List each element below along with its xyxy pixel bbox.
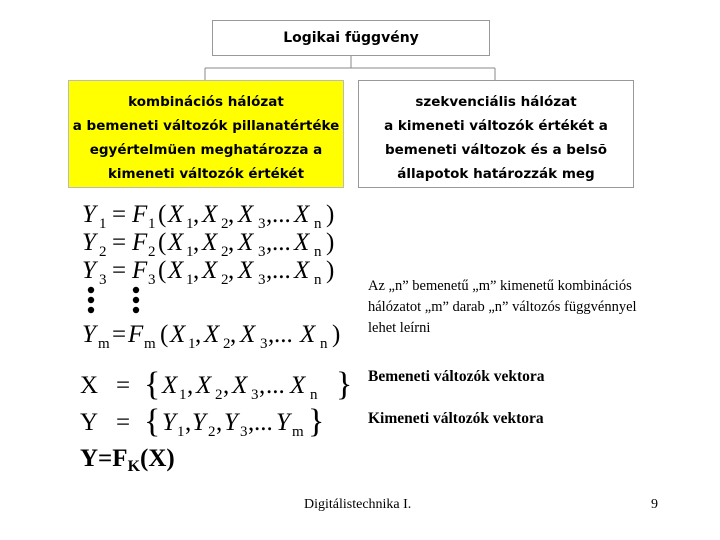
sequential-line-3: állapotok határozzák meg [397,166,595,182]
output-vector-equation [80,403,324,440]
input-vector-label: Bemeneti változók vektora [368,368,545,385]
logic-function-title: Logikai függvény [283,30,419,46]
eqm-f: F [128,321,144,348]
eqm-x3-sub: 3 [260,336,268,352]
eq2-x3: X [238,229,254,256]
eqm-x2: X [204,321,220,348]
description-line-2: hálózatot „m” darab „n” változós függvénnyel [368,299,637,315]
eq3-xn: X [294,257,310,284]
eq2-x2-sub: 2 [221,244,229,260]
eq2-f-sub: 2 [148,244,156,260]
y-vector-v2: Y [192,409,206,436]
eqm-x1-sub: 1 [188,336,196,352]
sequential-network-box [358,80,634,188]
final-rhs: (X) [140,445,175,472]
eq1-x3: X [238,201,254,228]
logic-function-box [212,20,490,56]
eq3-x3-sub: 3 [258,272,266,288]
svg-text:Y=FK(X) [80,445,175,475]
eqm-x3: X [240,321,256,348]
y-vector-s2: 2 [208,424,216,440]
eq3-x2-sub: 2 [221,272,229,288]
eq3-x1: X [168,257,184,284]
svg-text:Y3=F3(X1,X2,X3,...Xn): Y 3 = F3 (X 1, X 2, X 3,... X n ) [82,257,335,288]
eq1-x3-sub: 3 [258,216,266,232]
vertical-ellipsis-left [88,287,94,313]
eq2-xn: X [294,229,310,256]
eq2-x3-sub: 3 [258,244,266,260]
eqm-y: Y [82,321,96,348]
combinational-line-1: a bemeneti változók pillanatértéke [72,118,340,134]
description-line-3: lehet leírni [368,320,431,336]
eq2-f: F [132,229,148,256]
eq3-x2: X [202,257,218,284]
output-vector-label: Kimeneti változók vektora [368,410,544,427]
eq1-y: Y [82,201,96,228]
eqm-x2-sub: 2 [223,336,231,352]
input-vector-equation [80,366,352,403]
y-vector-lhs: Y [80,409,99,436]
eqm-xn: X [300,321,316,348]
eq2-ellipsis: ... [272,229,291,256]
eq2-y-sub: 2 [99,244,107,260]
eqm-f-sub: m [144,336,156,352]
eq3-xn-sub: n [314,272,322,288]
eq1-xn: X [294,201,310,228]
final-lhs: Y=F [80,445,128,472]
eq1-x2: X [202,201,218,228]
y-vector-eq: = [116,409,131,436]
x-vector-v3: X [232,372,248,399]
eq1-x1: X [168,201,184,228]
y-vector-sm: m [292,424,304,440]
eq1-xn-sub: n [314,216,322,232]
sequential-title: szekvenciális hálózat [415,94,577,110]
course-footer: Digitálistechnika I. [304,497,412,512]
page-number: 9 [651,497,658,512]
svg-text:X={X1,X2,X3,...Xn}: X = {X 1, X 2, X 3,... X n } [80,366,353,403]
combinational-title: kombinációs hálózat [128,94,284,110]
vertical-ellipsis-right [133,287,139,313]
combinational-line-3: kimeneti változók értékét [107,166,305,182]
sequential-line-2: bemeneti változok és a belsõ [384,142,608,158]
y-vector-s3: 3 [240,424,248,440]
x-vector-v2: X [196,372,212,399]
svg-text:Y1=F1(X1,X2,X3,...Xn): Y 1 = F1 (X 1, X 2, X 3,... X n ) [82,201,335,232]
x-vector-sn: n [310,387,318,403]
y-vector-vm: Y [276,409,290,436]
eq3-y-sub: 3 [99,272,107,288]
sequential-line-1: a kimeneti változók értékét a [384,118,608,134]
final-equation [80,445,175,475]
eq2-y: Y [82,229,96,256]
eq1-f-sub: 1 [148,216,156,232]
eq2-x1: X [168,229,184,256]
y-vector-ellipsis: ... [254,409,273,436]
eq3-x1-sub: 1 [186,272,194,288]
x-vector-vn: X [290,372,306,399]
x-vector-v1: X [162,372,178,399]
eqm-x1: X [170,321,186,348]
x-vector-s2: 2 [215,387,223,403]
description-line-1: Az „n” bemenetű „m” kimenetű kombinációs [368,278,632,294]
eq2-x2: X [202,229,218,256]
equation-row-1 [82,201,334,232]
eqm-y-sub: m [98,336,110,352]
y-vector-v3: Y [224,409,238,436]
svg-text:Y={Y1,Y2,Y3,...Ym}: Y = {Y1,Y 2,Y 3,... Y m } [80,403,325,440]
eq3-f: F [132,257,148,284]
eqm-xn-sub: n [320,336,328,352]
eq3-f-sub: 3 [148,272,156,288]
eq1-f: F [132,201,148,228]
eqm-ellipsis: ... [274,321,293,348]
svg-text:Ym=Fm(X1,X2,X3,...Xn): Ym=Fm (X 1, X 2, X 3,... X n ) [82,321,341,352]
equation-row-2 [82,229,334,260]
eq2-x1-sub: 1 [186,244,194,260]
eq1-y-sub: 1 [99,216,107,232]
x-vector-s3: 3 [251,387,259,403]
eq1-ellipsis: ... [272,201,291,228]
equation-row-m [82,321,340,352]
combinational-line-2: egyértelmüen meghatározza a [89,142,323,158]
x-vector-lhs: X [80,372,99,399]
eq1-x2-sub: 2 [221,216,229,232]
final-sub: K [127,458,141,475]
description-text [368,276,708,339]
eq3-ellipsis: ... [272,257,291,284]
x-vector-s1: 1 [179,387,187,403]
y-vector-v1: Y [162,409,176,436]
eq1-x1-sub: 1 [186,216,194,232]
eq3-y: Y [82,257,96,284]
x-vector-eq: = [116,372,131,399]
eq2-xn-sub: n [314,244,322,260]
eq3-x3: X [238,257,254,284]
equations [78,190,368,480]
combinational-network-box [68,80,344,188]
x-vector-ellipsis: ... [266,372,285,399]
equation-row-3 [82,257,334,288]
y-vector-s1: 1 [177,424,185,440]
svg-text:Y2=F2(X1,X2,X3,...Xn): Y 2 = F2 (X 1, X 2, X 3,... X n ) [82,229,335,260]
